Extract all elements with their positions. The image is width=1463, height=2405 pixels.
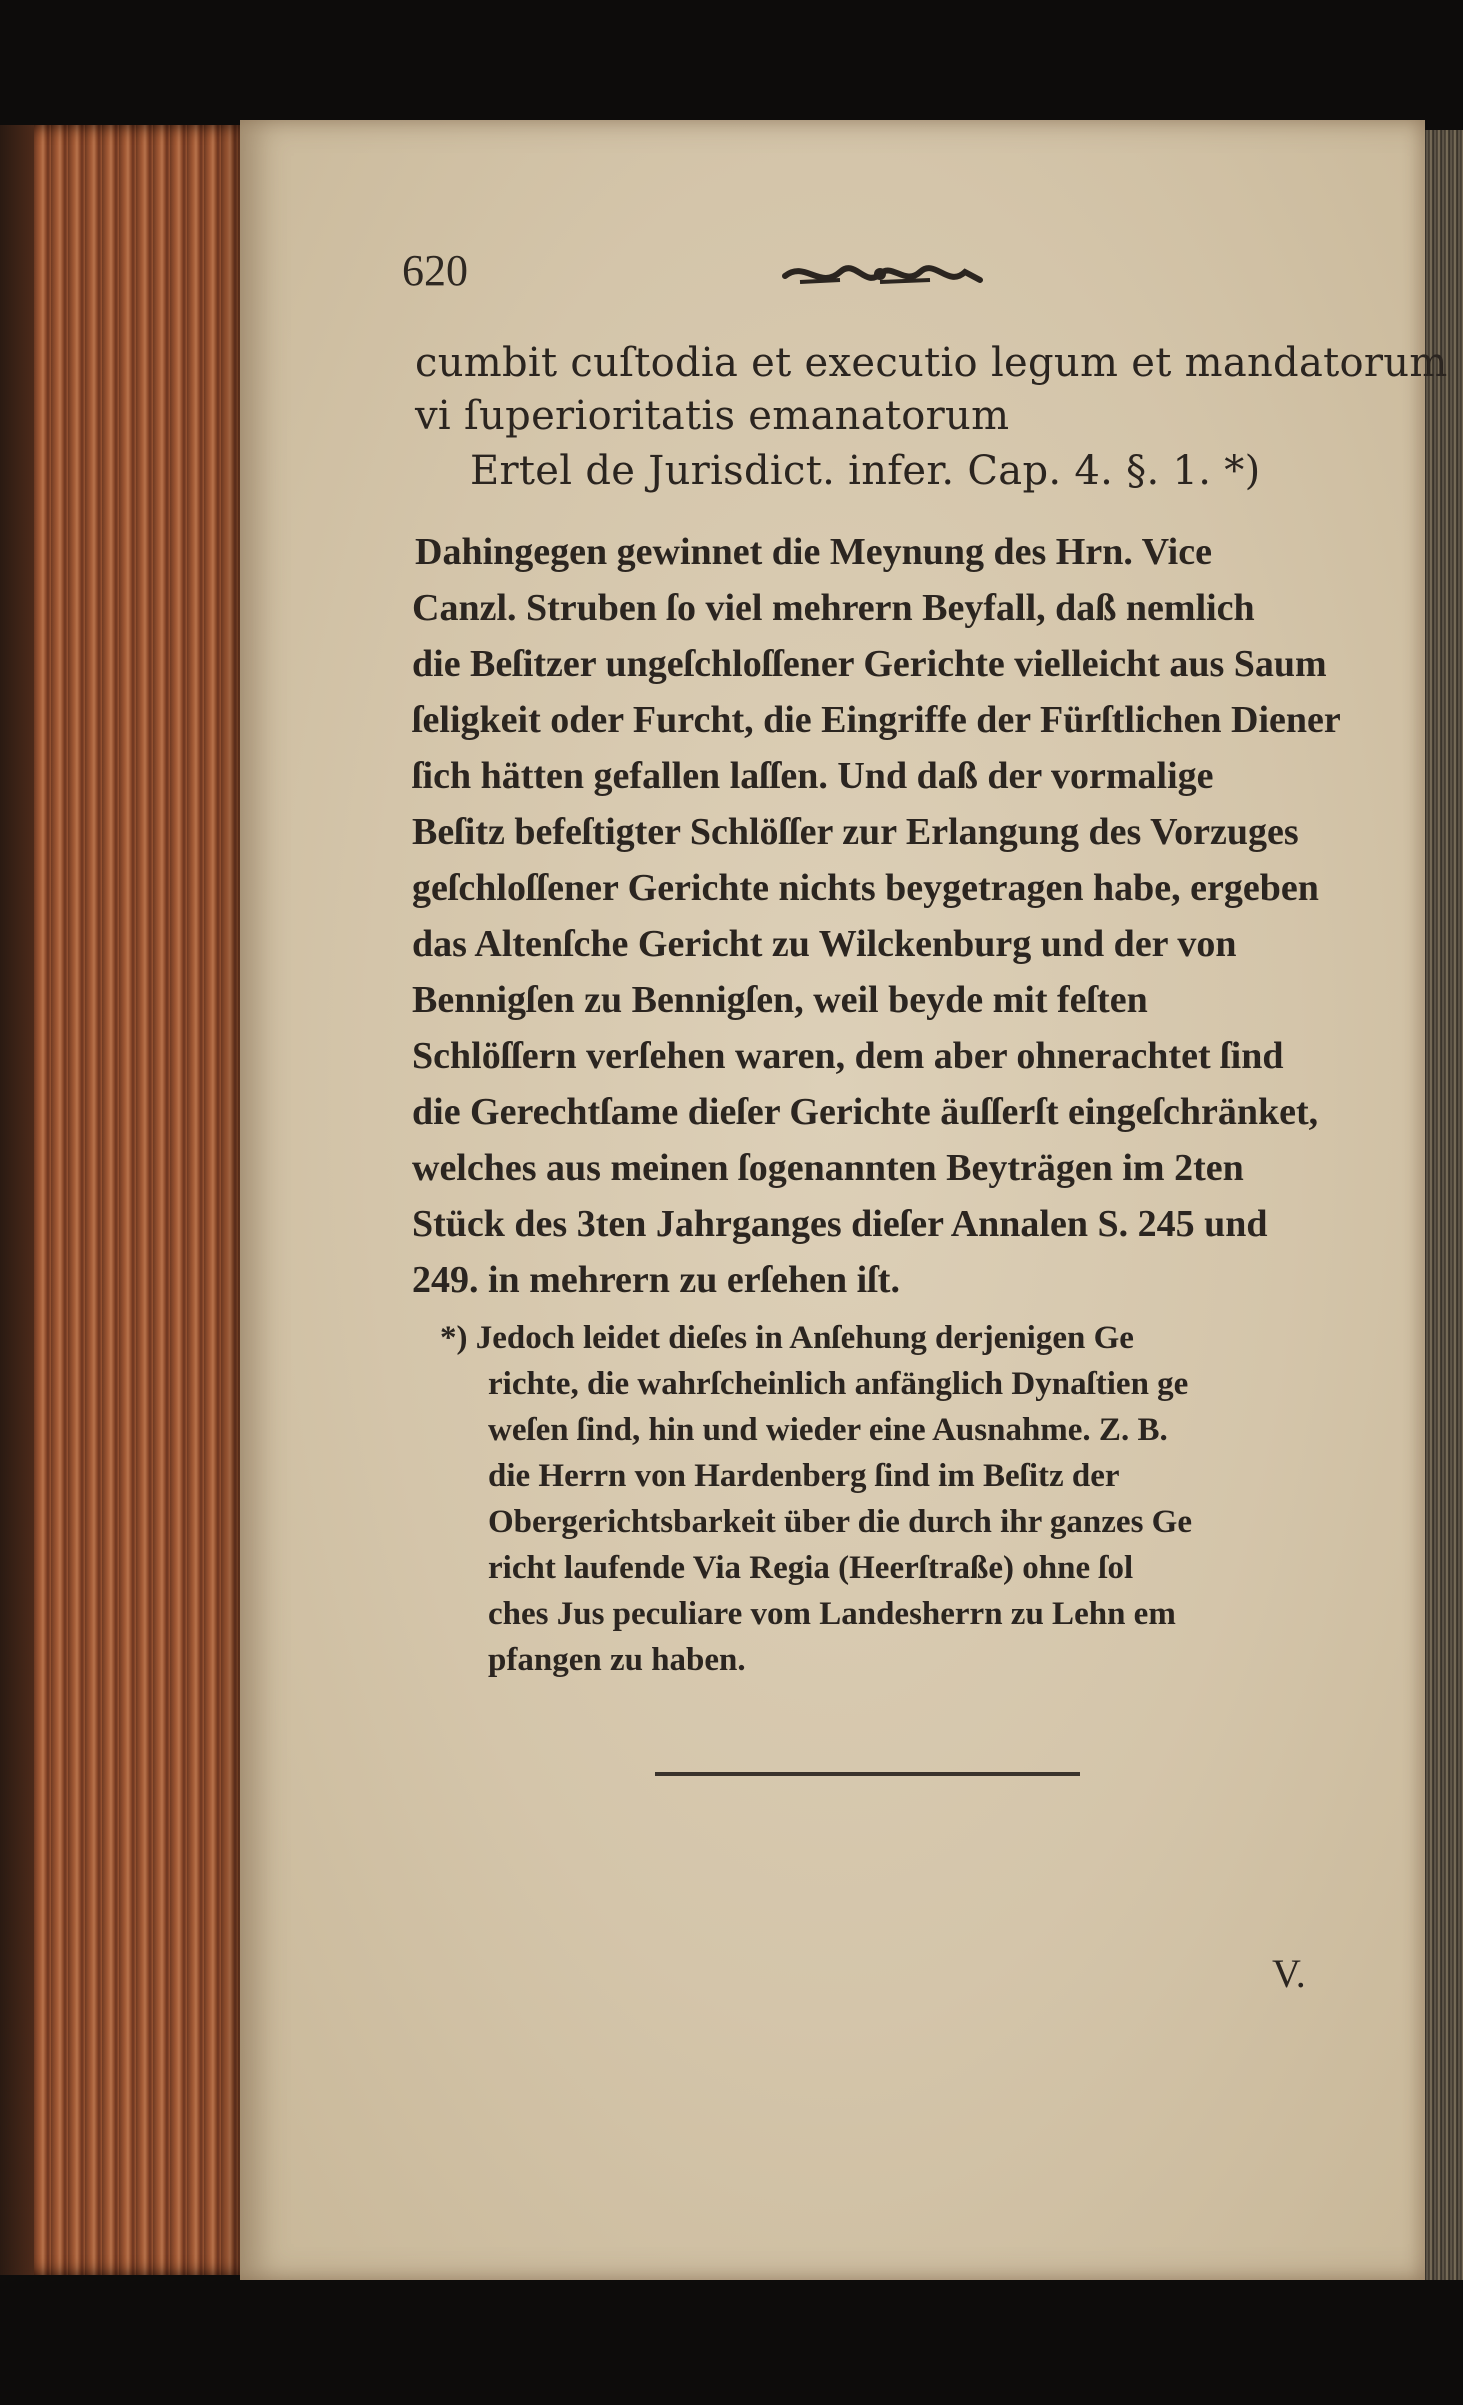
footnote-line-2: richte, die wahrſcheinlich anfänglich Dynaſtien ge xyxy=(488,1366,1189,1402)
page-number: 620 xyxy=(402,246,468,295)
footnote-line-3: weſen ſind, hin und wieder eine Ausnahme. Z. B. xyxy=(488,1412,1168,1448)
header-ornament-icon xyxy=(780,250,985,300)
footnote-line-6: richt laufende Via Regia (Heerſtraße) ohne ſol xyxy=(488,1550,1134,1586)
body-line-13: Stück des 3ten Jahrganges dieſer Annalen S. 245 und xyxy=(412,1203,1268,1245)
end-rule xyxy=(655,1772,1080,1776)
body-line-9: Bennigſen zu Bennigſen, weil beyde mit feſten xyxy=(412,979,1148,1021)
book-spine-shadow xyxy=(0,125,34,2275)
body-line-3: die Beſitzer ungeſchloſſener Gerichte vielleicht aus Saum xyxy=(412,643,1327,685)
body-line-14: 249. in mehrern zu erſehen iſt. xyxy=(412,1259,900,1301)
citation-line: Ertel de Jurisdict. infer. Cap. 4. §. 1. *) xyxy=(470,448,1261,494)
footnote-line-7: ches Jus peculiare vom Landesherrn zu Lehn em xyxy=(488,1596,1176,1632)
footnote-line-4: die Herrn von Hardenberg ſind im Beſitz der xyxy=(488,1458,1120,1494)
latin-line-1: cumbit cuſtodia et executio legum et mandatorum xyxy=(415,340,1448,386)
body-line-4: ſeligkeit oder Furcht, die Eingriffe der Fürſtlichen Diener xyxy=(412,699,1341,741)
body-line-5: ſich hätten gefallen laſſen. Und daß der vormalige xyxy=(412,755,1214,797)
book-page xyxy=(240,120,1425,2280)
latin-line-2: vi ſuperioritatis emanatorum xyxy=(415,393,1010,439)
body-line-8: das Altenſche Gericht zu Wilckenburg und der von xyxy=(412,923,1237,965)
body-line-2: Canzl. Struben ſo viel mehrern Beyfall, daß nemlich xyxy=(412,587,1255,629)
body-line-11: die Gerechtſame dieſer Gerichte äuſſerſt eingeſchränket, xyxy=(412,1091,1319,1133)
body-line-6: Beſitz befeſtigter Schlöſſer zur Erlangung des Vorzuges xyxy=(412,811,1299,853)
footnote-line-8: pfangen zu haben. xyxy=(488,1642,746,1678)
footnote-line-5: Obergerichtsbarkeit über die durch ihr ganzes Ge xyxy=(488,1504,1192,1540)
page-edges-left xyxy=(0,125,245,2275)
catchword: V. xyxy=(1272,1951,1306,1996)
body-line-12: welches aus meinen ſogenannten Beyträgen im 2ten xyxy=(412,1147,1244,1189)
footnote-line-1: *) Jedoch leidet dieſes in Anſehung derjenigen Ge xyxy=(440,1320,1134,1356)
body-line-1: Dahingegen gewinnet die Meynung des Hrn. Vice xyxy=(415,531,1212,573)
page-edges-right xyxy=(1425,130,1463,2280)
body-line-10: Schlöſſern verſehen waren, dem aber ohnerachtet ſind xyxy=(412,1035,1284,1077)
body-line-7: geſchloſſener Gerichte nichts beygetragen habe, ergeben xyxy=(412,867,1319,909)
